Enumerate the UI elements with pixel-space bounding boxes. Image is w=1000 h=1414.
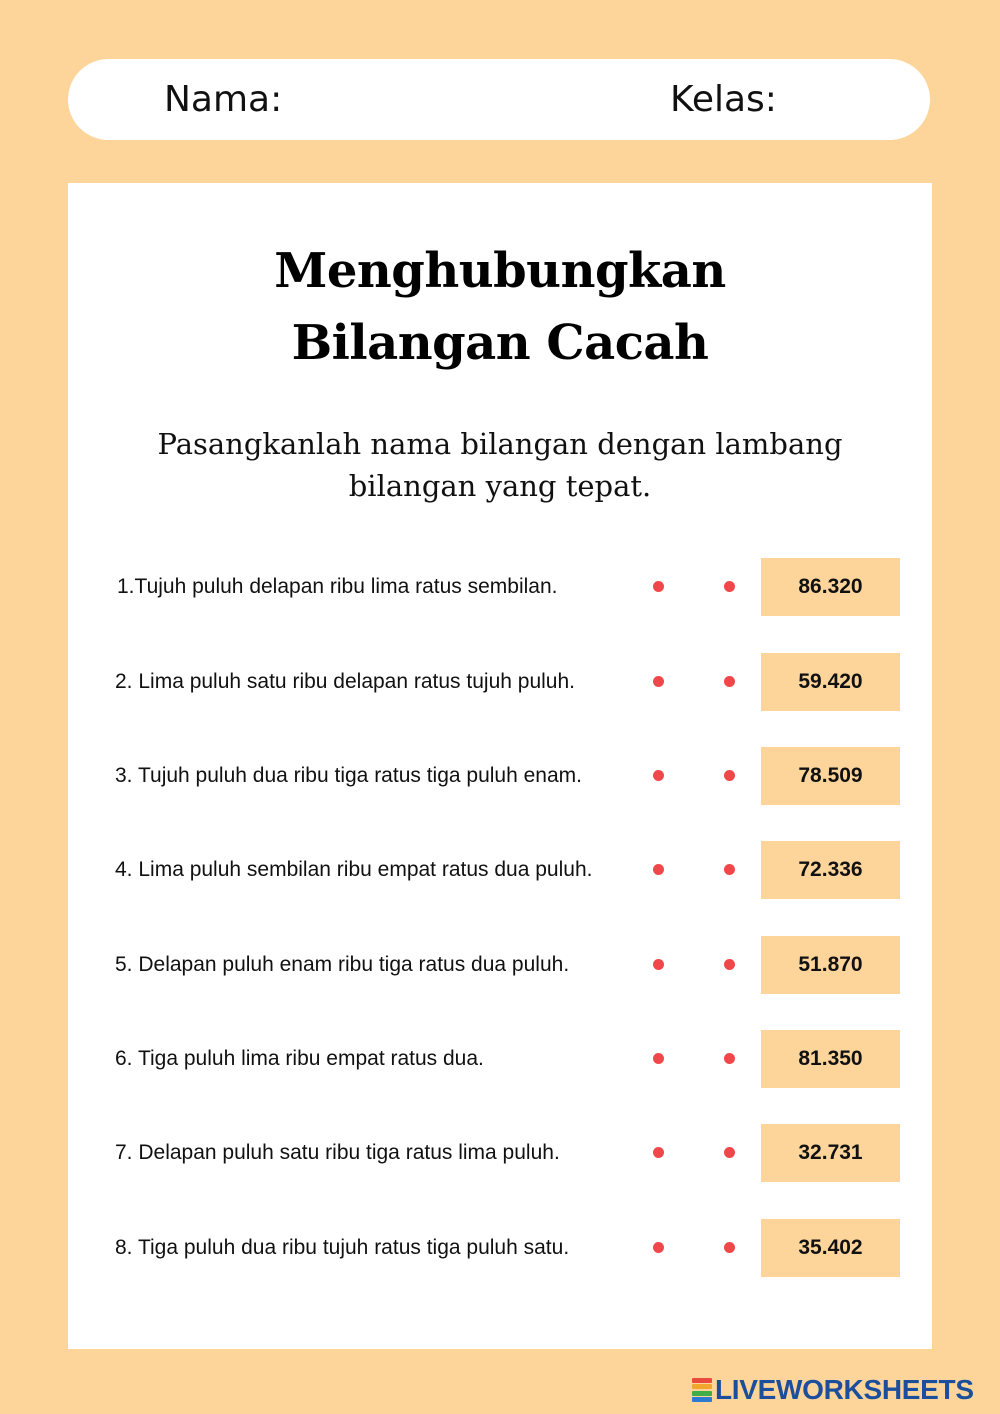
statement-text: Lima puluh satu ribu delapan ratus tujuh puluh. bbox=[132, 670, 575, 693]
statement-text: Delapan puluh satu ribu tiga ratus lima puluh. bbox=[132, 1141, 560, 1164]
match-row-4 bbox=[68, 841, 932, 899]
title-line-2: Bilangan Cacah bbox=[291, 315, 709, 371]
statement-7 bbox=[115, 1124, 560, 1182]
statement-number: 4. bbox=[115, 858, 133, 881]
liveworksheets-logo[interactable] bbox=[692, 1374, 974, 1406]
statement-6 bbox=[115, 1030, 484, 1088]
instruction-text bbox=[68, 423, 932, 507]
number-box: 86.320 bbox=[761, 558, 900, 616]
instruction-line-2: bilangan yang tepat. bbox=[348, 469, 652, 503]
left-connector-dot[interactable] bbox=[653, 676, 664, 687]
statement-number: 7. bbox=[115, 1141, 133, 1164]
number-box: 51.870 bbox=[761, 936, 900, 994]
statement-text: Tiga puluh dua ribu tujuh ratus tiga puluh satu. bbox=[132, 1236, 570, 1259]
left-connector-dot[interactable] bbox=[653, 864, 664, 875]
statement-text: Tiga puluh lima ribu empat ratus dua. bbox=[132, 1047, 484, 1070]
page-title bbox=[68, 235, 932, 379]
number-box: 81.350 bbox=[761, 1030, 900, 1088]
statement-number: 2. bbox=[115, 670, 133, 693]
number-box: 59.420 bbox=[761, 653, 900, 711]
statement-number: 8. bbox=[115, 1236, 133, 1259]
number-box: 78.509 bbox=[761, 747, 900, 805]
match-row-8 bbox=[68, 1219, 932, 1277]
right-connector-dot[interactable] bbox=[724, 1242, 735, 1253]
match-row-1 bbox=[68, 558, 932, 616]
statement-5 bbox=[115, 936, 569, 994]
instruction-line-1: Pasangkanlah nama bilangan dengan lambang bbox=[157, 427, 843, 461]
match-row-7 bbox=[68, 1124, 932, 1182]
statement-text: Tujuh puluh delapan ribu lima ratus sembilan. bbox=[134, 575, 558, 598]
liveworksheets-logo-icon bbox=[692, 1378, 712, 1402]
right-connector-dot[interactable] bbox=[724, 1147, 735, 1158]
statement-1 bbox=[117, 558, 557, 616]
statement-text: Delapan puluh enam ribu tiga ratus dua puluh. bbox=[132, 953, 570, 976]
right-connector-dot[interactable] bbox=[724, 959, 735, 970]
right-connector-dot[interactable] bbox=[724, 581, 735, 592]
right-connector-dot[interactable] bbox=[724, 770, 735, 781]
match-row-6 bbox=[68, 1030, 932, 1088]
statement-4 bbox=[115, 841, 592, 899]
match-row-2 bbox=[68, 653, 932, 711]
student-info-bar bbox=[68, 59, 930, 140]
statement-text: Tujuh puluh dua ribu tiga ratus tiga puluh enam. bbox=[132, 764, 582, 787]
right-connector-dot[interactable] bbox=[724, 864, 735, 875]
left-connector-dot[interactable] bbox=[653, 1053, 664, 1064]
statement-number: 3. bbox=[115, 764, 133, 787]
class-label: Kelas: bbox=[670, 79, 777, 120]
right-connector-dot[interactable] bbox=[724, 676, 735, 687]
title-line-1: Menghubungkan bbox=[274, 243, 726, 299]
right-connector-dot[interactable] bbox=[724, 1053, 735, 1064]
statement-number: 5. bbox=[115, 953, 133, 976]
worksheet-card bbox=[68, 183, 932, 1349]
match-row-3 bbox=[68, 747, 932, 805]
statement-3 bbox=[115, 747, 582, 805]
name-label: Nama: bbox=[164, 79, 283, 120]
logo-text: LIVEWORKSHEETS bbox=[715, 1374, 974, 1405]
match-row-5 bbox=[68, 936, 932, 994]
number-box: 72.336 bbox=[761, 841, 900, 899]
left-connector-dot[interactable] bbox=[653, 1147, 664, 1158]
number-box: 35.402 bbox=[761, 1219, 900, 1277]
statement-text: Lima puluh sembilan ribu empat ratus dua puluh. bbox=[132, 858, 593, 881]
statement-8 bbox=[115, 1219, 569, 1277]
number-box: 32.731 bbox=[761, 1124, 900, 1182]
statement-2 bbox=[115, 653, 575, 711]
left-connector-dot[interactable] bbox=[653, 1242, 664, 1253]
left-connector-dot[interactable] bbox=[653, 581, 664, 592]
left-connector-dot[interactable] bbox=[653, 959, 664, 970]
left-connector-dot[interactable] bbox=[653, 770, 664, 781]
statement-number: 6. bbox=[115, 1047, 133, 1070]
statement-number: 1. bbox=[117, 575, 135, 598]
